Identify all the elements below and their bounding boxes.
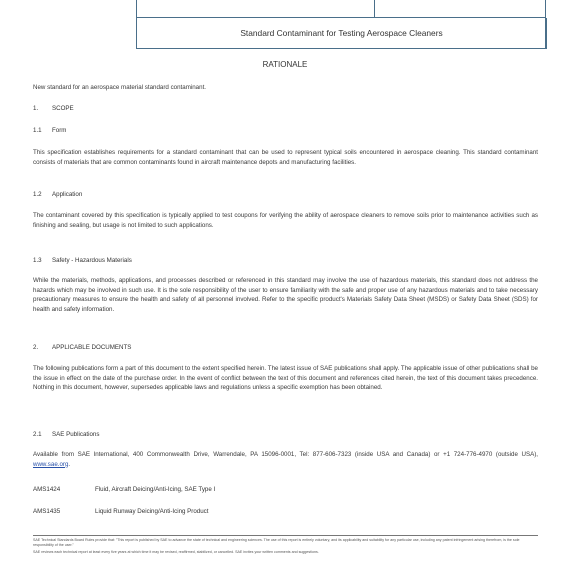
sae-address-end: . — [68, 460, 71, 468]
header-rule-mid — [374, 0, 375, 18]
section-1-2-heading — [33, 190, 82, 200]
section-number: 2.1 — [33, 431, 42, 438]
footer-review-notice: SAE reviews each technical report at least every five years at which time it may be revised, reaffirmed, stabilized, or cancelled. SAE invites your written comments and suggestions. — [33, 550, 319, 554]
section-number: 2. — [33, 344, 39, 351]
section-1-1-text: This specification establishes requirements for a standard contaminant that can be used to represent typical soils encountered in aerospace cleaning. This standard contaminant consists of materials that are common contaminants found in aircraft maintenance depots and manufacturing facilities. — [33, 149, 538, 166]
section-title: SCOPE — [52, 105, 74, 112]
section-title: Form — [52, 127, 67, 134]
section-title: Application — [52, 191, 83, 198]
section-1-1-heading — [33, 126, 66, 136]
ams-title: Fluid, Aircraft Deicing/Anti-Icing, SAE Type I — [95, 486, 216, 493]
section-2-1-heading — [33, 430, 99, 440]
document-title: Standard Contaminant for Testing Aerospace Cleaners — [136, 18, 547, 49]
sae-address-text: Available from SAE International, 400 Commonwealth Drive, Warrendale, PA 15096-0001, Tel: 877-606-7323 (inside USA and Canada) or +1 724-776-4970 (outside USA), — [33, 451, 538, 458]
section-number: 1. — [33, 105, 39, 112]
ams-code: AMS1435 — [33, 508, 61, 515]
section-title: Safety - Hazardous Materials — [52, 257, 132, 264]
rationale-text: New standard for an aerospace material standard contaminant. — [33, 84, 207, 91]
section-2-1-text — [33, 450, 538, 469]
section-number: 1.3 — [33, 257, 42, 264]
section-1-3-text: While the materials, methods, applications, and processes described or referenced in this standard may involve the use of hazardous materials, this standard does not address the hazards which may be involved in such use. It is the sole responsibility of the user to ensure familiarity with the safe and proper use of any hazardous materials and to take necessary precautionary measures to ensure the health and safety of all personnel involved. Refer to the specific product's Materials Safety Data Sheet (MSDS) or Safety Data Sheet (SDS) for health and safety information. — [33, 277, 538, 313]
section-number: 1.1 — [33, 127, 42, 134]
section-title: SAE Publications — [52, 431, 100, 438]
ams-code: AMS1424 — [33, 486, 61, 493]
section-number: 1.2 — [33, 191, 42, 198]
rationale-heading: RATIONALE — [262, 60, 308, 69]
section-title: APPLICABLE DOCUMENTS — [52, 344, 132, 351]
section-1-2-text: The contaminant covered by this specification is typically applied to test coupons for verifying the ability of aerospace cleaners to remove soils prior to maintenance activities such as finishing and sealing, but usage is not limited to such applications. — [33, 212, 538, 229]
section-2-text: The following publications form a part of this document to the extent specified herein. The latest issue of SAE publications shall apply. The applicable issue of other publications shall be the issue in effect on the date of the purchase order. In the event of conflict between the text of this document and references cited herein, the text of this document takes precedence. Nothing in this document, however, supersedes applicable laws and regulations unless a specific exemption has been obtained. — [33, 365, 538, 392]
section-1-heading — [33, 104, 74, 114]
footer-divider — [33, 535, 538, 536]
section-2-heading — [33, 343, 131, 353]
section-1-3-heading — [33, 256, 132, 266]
ams-title: Liquid Runway Deicing/Anti-Icing Product — [95, 508, 209, 515]
footer-notice: SAE Technical Standards Board Rules provide that: "This report is published by SAE to advance the state of technical and engineering sciences. The use of this report is entirely voluntary, and its applicability and suitability for any particular use, including any patent infringement arising therefrom, is the sole responsibility of the user." — [33, 538, 520, 547]
sae-website-link[interactable]: www.sae.org — [33, 460, 69, 468]
